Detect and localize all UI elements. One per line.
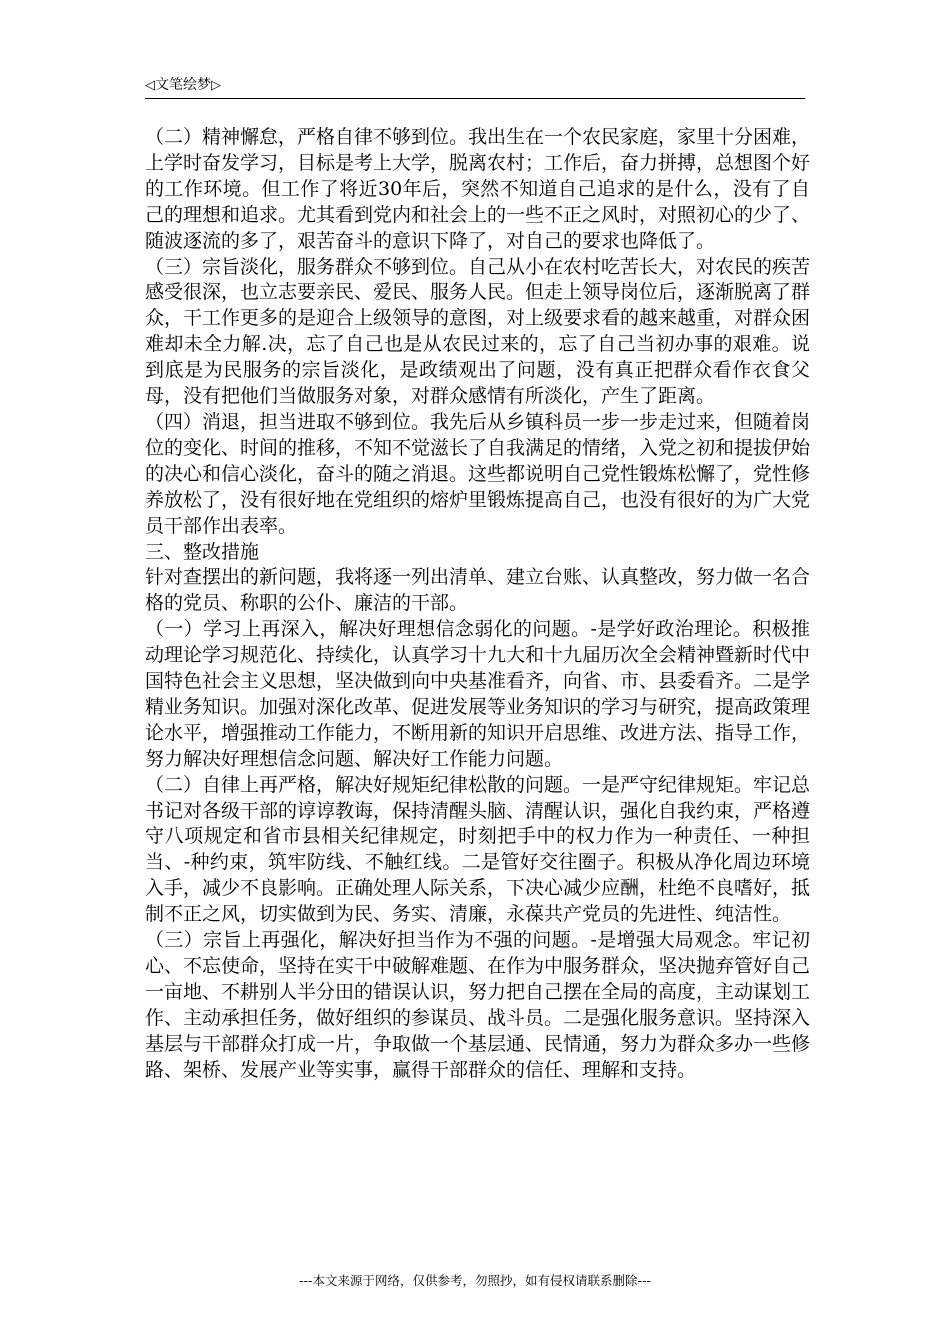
section-heading-rectification: 三、整改措施	[145, 540, 260, 563]
page-header	[145, 74, 805, 99]
paragraph-purpose-weakened: （三）宗旨淡化，服务群众不够到位。自己从小在农村吃苦长大，对农民的疾苦感受很深，也立志要亲民、爱民、服务人民。但走上领导岗位后，逐渐脱离了群众，干工作更多的是迎合上级领导的意图，对上级要求看的越来越重，对群众困难却未全力解.决，忘了自己也是从农民过来的，忘了自己当初办事的艰难。说到底是为民服务的宗旨淡化，是政绩观出了问题，没有真正把群众看作衣食父母，没有把他们当做服务对象，对群众感情有所淡化，产生了距离。	[145, 255, 811, 408]
paragraph-purpose-stronger: （三）宗旨上再强化，解决好担当作为不强的问题。-是增强大局观念。牢记初心、不忘使命，坚持在实干中破解难题、在作为中服务群众，坚决抛弃管好自己一亩地、不耕别人半分田的错误认识，努力把自己摆在全局的高度，主动谋划工作、主动承担任务，做好组织的参谋员、战斗员。二是强化服务意识。坚持深入基层与干部群众打成一片，争取做一个基层通、民情通，努力为群众多办一些修路、架桥、发展产业等实事，赢得干部群众的信任、理解和支持。	[145, 929, 811, 1081]
right-triangle-mark: ▷	[211, 78, 221, 93]
paragraph-discipline-stricter: （二）自律上再严格，解决好规矩纪律松散的问题。一是严守纪律规矩。牢记总书记对各级干部的谆谆教诲，保持清醒头脑、清醒认识，强化自我约束，严格遵守八项规定和省市县相关纪律规定，时刻把手中的权力作为一种责任、一种担当、-种约束，筑牢防线、不触红线。二是管好交往圈子。积极从净化周边环境入手，减少不良影响。正确处理人际关系，下决心减少应酬，杜绝不良嗜好，抵制不正之风，切实做到为民、务实、清廉，永葆共产党员的先进性、纯洁性。	[145, 773, 811, 926]
paragraph-spiritual-slack: （二）精神懈怠，严格自律不够到位。我出生在一个农民家庭，家里十分困难，上学时奋发学习，目标是考上大学，脱离农村；工作后，奋力拼搏，总想图个好的工作环境。但工作了将近30年后，突然不知道自己追求的是什么，没有了自己的理想和追求。尤其看到党内和社会上的一些不正之风时，对照初心的少了、随波逐流的多了，艰苦奋斗的意识下降了，对自己的要求也降低了。	[145, 126, 811, 252]
document-body	[145, 125, 810, 1084]
paragraph-responsibility-fading: （四）消退，担当进取不够到位。我先后从乡镇科员一步一步走过来，但随着岗位的变化、时间的推移，不知不觉滋长了自我满足的情绪，入党之初和提拔伊始的决心和信心淡化，奋斗的随之消退。这些都说明自己党性锻炼松懈了，党性修养放松了，没有很好地在党组织的熔炉里锻炼提高自己，也没有很好的为广大党员干部作出表率。	[145, 410, 811, 537]
paragraph-study-deeper: （一）学习上再深入，解决好理想信念弱化的问题。-是学好政治理论。积极推动理论学习规范化、持续化，认真学习十九大和十九届历次全会精神暨新时代中国特色社会主义思想，坚决做到向中央基准看齐，向省、市、县委看齐。二是学精业务知识。加强对深化改革、促进发展等业务知识的学习与研究，提高政策理论水平，增强推动工作能力，不断用新的知识开启思维、改进方法、指导工作，努力解决好理想信念问题、解决好工作能力问题。	[145, 618, 811, 770]
paragraph-rectification-intro: 针对查摆出的新问题，我将逐一列出清单、建立台账、认真整改，努力做一名合格的党员、称职的公仆、廉洁的干部。	[145, 566, 811, 615]
left-triangle-mark: ◁	[145, 78, 155, 93]
page-footer-disclaimer: ---本文来源于网络，仅供参考，勿照抄，如有侵权请联系删除---	[298, 1273, 652, 1288]
header-title: 文笔绘梦	[155, 77, 211, 93]
